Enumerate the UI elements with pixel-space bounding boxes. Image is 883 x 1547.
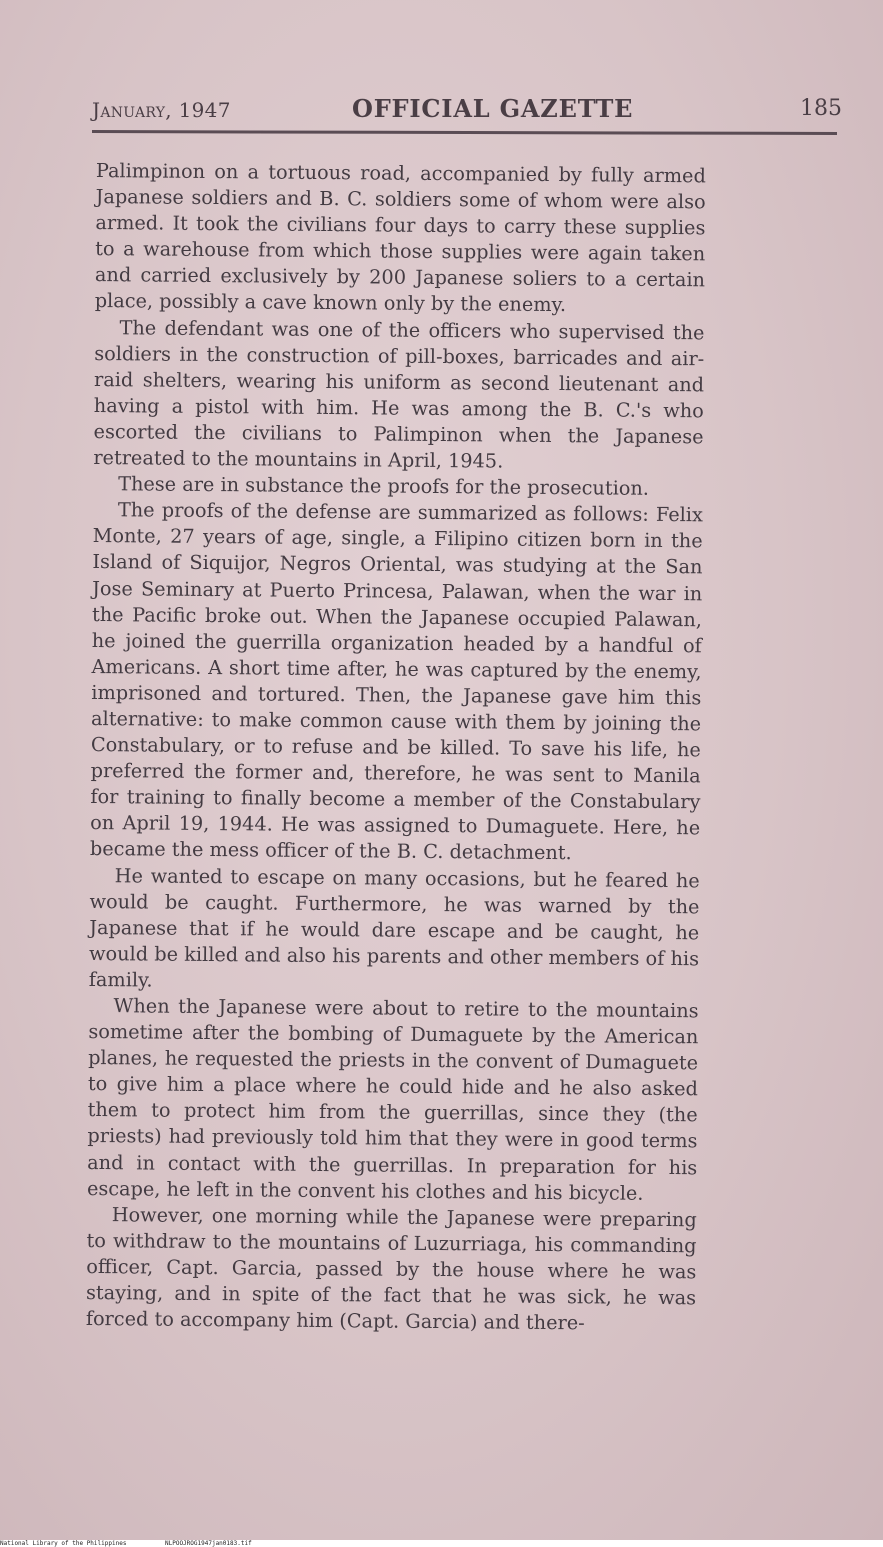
page-header	[92, 92, 842, 126]
paragraph: However, one morning while the Japanese were preparing to withdraw to the mountains of Luzurriaga, his commanding officer, Capt. Garcia, passed by the house where he was staying, and in spite of the fact that he was sick, he was forced to accompany him (Capt. Garcia) and there-	[85, 1202, 697, 1335]
paragraph: The defendant was one of the officers who supervised the soldiers in the construction of pill-boxes, barricades and air-raid shelters, wearing his uniform as second lieutenant and having a pistol with him. He was among the B. C.'s who escorted the civilians to Palimpinon when the Japanese retreated to the mountains in April, 1945.	[93, 315, 705, 473]
header-rule	[92, 130, 837, 135]
header-date: January, 1947	[92, 98, 231, 122]
publication-title: OFFICIAL GAZETTE	[352, 94, 634, 123]
footer-library: National Library of the Philippines	[0, 1540, 127, 1547]
footer-filename: NLPOOJROG1947jan0183.tif	[165, 1540, 252, 1547]
paragraph: These are in substance the proofs for the prosecution.	[118, 472, 650, 500]
body-text	[86, 158, 706, 1337]
paragraph: He wanted to escape on many occasions, but he feared he would be caught. Furthermore, he was warned by the Japanese that if he would dare escape and be caught, he would be killed and also his parents and other members of his family.	[88, 863, 700, 992]
paragraph: The proofs of the defense are summarized as follows: Felix Monte, 27 years of age, single, a Filipino citizen born in the Island of Siquijor, Negros Oriental, was studying at the San Jose Seminary at Puerto Princesa, Palawan, when the war in the Pacific broke out. When the Japanese occupied Palawan, he joined the guerrilla organization headed by a handful of Americans. A short time after, he was captured by the enemy, imprisoned and tortured. Then, the Japanese gave him this alternative: to make common cause with them by joining the Constabulary, or to refuse and be killed. To save his life, he preferred the former and, therefore, he was sent to Manila for training to finally become a member of the Constabulary on April 19, 1944. He was assigned to Dumaguete. Here, he became the mess officer of the B. C. detachment.	[89, 498, 704, 865]
paragraph: When the Japanese were about to retire to the mountains sometime after the bombing of Dumaguete by the American planes, he requested the priests in the convent of Dumaguete to give him a place where he could hide and he also asked them to protect him from the guerrillas, since they (the priests) had previously told him that they were in good terms and in contact with the guerrillas. In preparation for his escape, he left in the convent his clothes and his bicycle.	[86, 994, 699, 1205]
scan-footer	[0, 1540, 883, 1547]
paragraph: Palimpinon on a tortuous road, accompanied by fully armed Japanese soldiers and B. C. soldiers some of whom were also armed. It took the civilians four days to carry these supplies to a warehouse from which those supplies were again taken and carried exclusively by 200 Japanese soliers to a certain place, possibly a cave known only by the enemy.	[94, 158, 706, 317]
page-number: 185	[800, 96, 842, 121]
